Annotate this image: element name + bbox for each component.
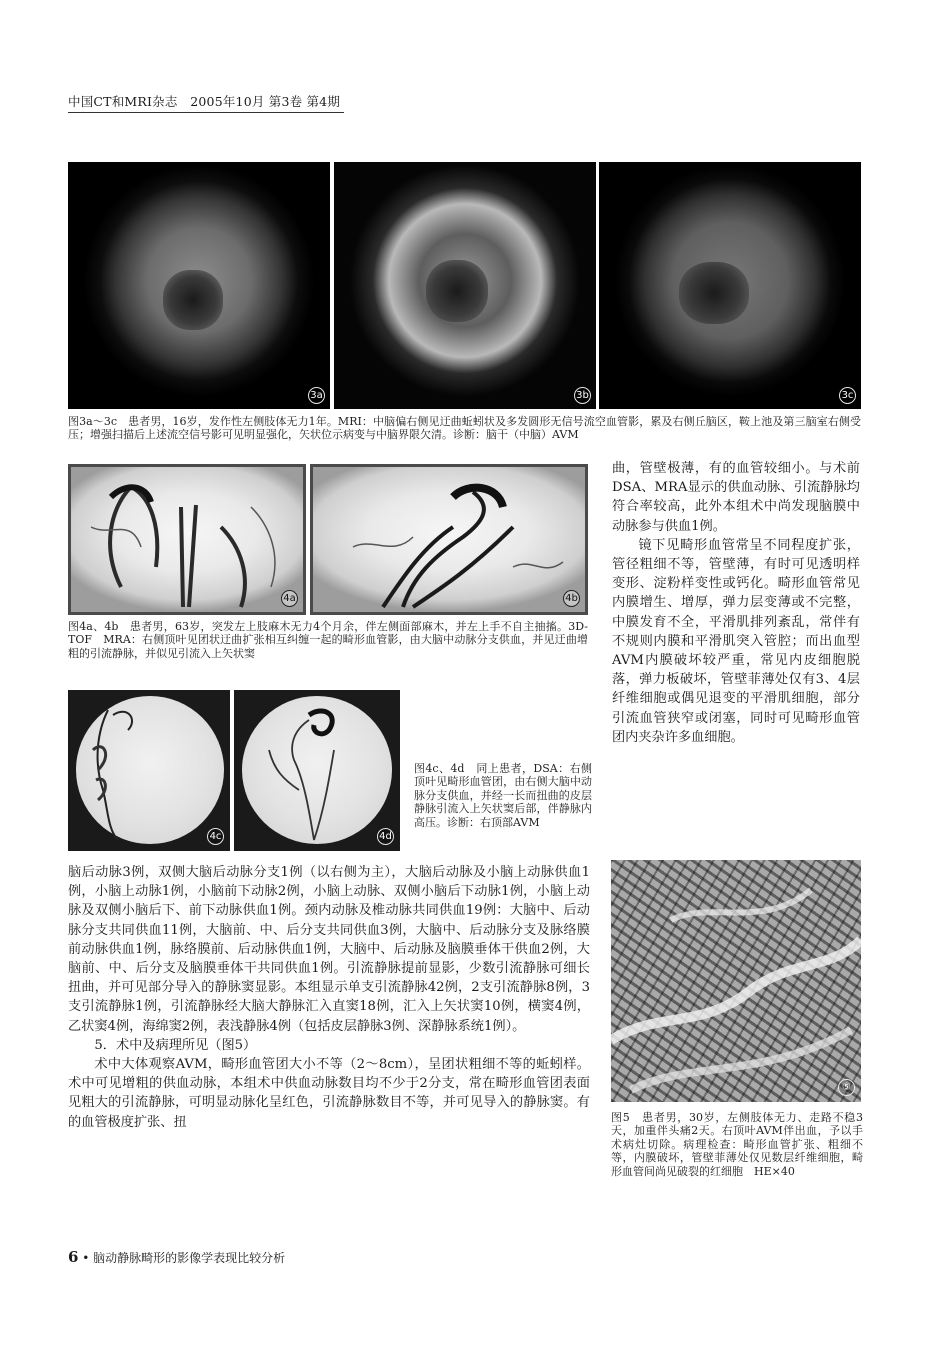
figure-5-histology	[611, 860, 861, 1102]
figure-3a-mri-t1	[68, 162, 330, 409]
vessel-drawing	[234, 690, 400, 851]
lesion-shadow	[679, 262, 749, 324]
figure-label-3c: 3c	[839, 387, 856, 404]
figure-3c-mri-enhanced	[599, 162, 861, 409]
figure-4cd-caption: 图4c、4d 同上患者，DSA：右侧顶叶见畸形血管团，由右侧大脑中动脉分支供血，并经一长而扭曲的皮层静脉引流入上矢状窦后部，伴静脉内高压。诊断：右顶部AVM	[414, 762, 592, 829]
figure-label-5: ⑤	[838, 1079, 855, 1096]
right-column-text	[612, 459, 860, 747]
figure-4b-mra	[310, 464, 588, 615]
paragraph: 脑后动脉3例，双侧大脑后动脉分支1例（以右侧为主），大脑后动脉及小脑上动脉供血1例，小脑上动脉1例，小脑前下动脉2例，小脑上动脉、双侧小脑后下动脉1例，小脑上动脉及双侧小脑后下、前下动脉供血1例。颈内动脉及椎动脉共同供血19例：大脑中、后动脉分支共同供血11例，大脑前、中、后分支共同供血3例，大脑中、后动脉分支及脉络膜前动脉供血1例，脉络膜前、后动脉供血1例，大脑中、后动脉及脑膜垂体干供血2例，大脑前、中、后分支及脑膜垂体干共同供血1例。引流静脉提前显影，少数引流静脉可细长扭曲，并可见部分导入的静脉窦显影。本组显示单支引流静脉42例，2支引流静脉8例，3支引流静脉1例，引流静脉经大脑大静脉汇入直窦18例，汇入上矢状窦10例，横窦4例，乙状窦4例，海绵窦2例，表浅静脉4例（包括皮层静脉3例、深静脉系统1例）。	[68, 865, 590, 1034]
vessel-drawing	[68, 690, 230, 851]
figure-label-4d: 4d	[377, 828, 394, 845]
paragraph: 曲，管壁极薄，有的血管较细小。与术前DSA、MRA显示的供血动脉、引流静脉均符合率较高，此外本组术中尚发现脑膜中动脉参与供血1例。	[612, 461, 860, 534]
page-number: 6	[68, 1248, 79, 1266]
vessel-drawing	[313, 467, 585, 612]
running-title: • 脑动静脉畸形的影像学表现比较分析	[82, 1251, 286, 1265]
figure-4c-dsa	[68, 690, 230, 851]
figure-4a-mra	[68, 464, 306, 615]
lesion-shadow	[163, 270, 223, 330]
figure-label-4c: 4c	[207, 828, 224, 845]
figure-label-4a: 4a	[281, 590, 298, 607]
paragraph: 术中大体观察AVM，畸形血管团大小不等（2～8cm），呈团状粗细不等的蚯蚓样。术中可见增粗的供血动脉，本组术中供血动脉数目均不少于2分支，常在畸形血管团表面见粗大的引流静脉，可明显动脉化呈红色，引流静脉数目不等，并可见导入的静脉窦。有的血管极度扩张、扭	[68, 1057, 590, 1130]
figure-3-caption: 图3a～3c 患者男，16岁，发作性左侧肢体无力1年。MRI：中脑偏右侧见迂曲蚯蚓状及多发圆形无信号流空血管影，累及右侧丘脑区，鞍上池及第三脑室右侧受压；增强扫描后上述流空信号影可见明显强化，矢状位示病变与中脑界限欠清。诊断：脑干（中脑）AVM	[68, 415, 861, 442]
figure-3b-mri-t2	[334, 162, 596, 409]
paragraph: 镜下见畸形血管常呈不同程度扩张，管径粗细不等，管壁薄，有时可见透明样变形、淀粉样变性或钙化。畸形血管常见内膜增生、增厚，弹力层变薄或不完整，中膜发育不全，平滑肌排列紊乱，常伴有不规则内膜和平滑肌突入管腔；而出血型AVM内膜破坏较严重，常见内皮细胞脱落，弹力板破坏，管壁菲薄处仅有3、4层纤维细胞或偶见退变的平滑肌细胞，部分引流血管狭窄或闭塞，同时可见畸形血管团内夹杂许多血细胞。	[612, 537, 860, 745]
section-heading: 5．术中及病理所见（图5）	[94, 1037, 257, 1053]
figure-4ab-caption: 图4a、4b 患者男，63岁，突发左上肢麻木无力4个月余，伴左侧面部麻木，并左上手不自主抽搐。3D-TOF MRA：右侧顶叶见团状迂曲扩张相互纠缠一起的畸形血管影，由大脑中动脉分支供血，并见迂曲增粗的引流静脉，并似见引流入上矢状窦	[68, 620, 588, 660]
figure-4d-dsa	[234, 690, 400, 851]
figure-label-3b: 3b	[574, 387, 591, 404]
journal-header: 中国CT和MRI杂志 2005年10月 第3卷 第4期	[68, 94, 341, 109]
lesion-shadow	[426, 260, 488, 322]
figure-label-3a: 3a	[308, 387, 325, 404]
page-footer	[68, 1248, 285, 1266]
vessel-drawing	[71, 467, 303, 612]
tissue-drawing	[611, 860, 861, 1102]
figure-5-caption: 图5 患者男，30岁，左侧肢体无力、走路不稳3天，加重伴头痛2天。右顶叶AVM伴出血，予以手术病灶切除。病理检查：畸形血管扩张、粗细不等，内膜破坏，管壁菲薄处仅见数层纤维细胞，畸形血管间尚见破裂的红细胞 HE×40	[611, 1111, 863, 1178]
header-divider	[68, 112, 344, 113]
figure-label-4b: 4b	[563, 590, 580, 607]
left-column-text	[68, 863, 590, 1132]
